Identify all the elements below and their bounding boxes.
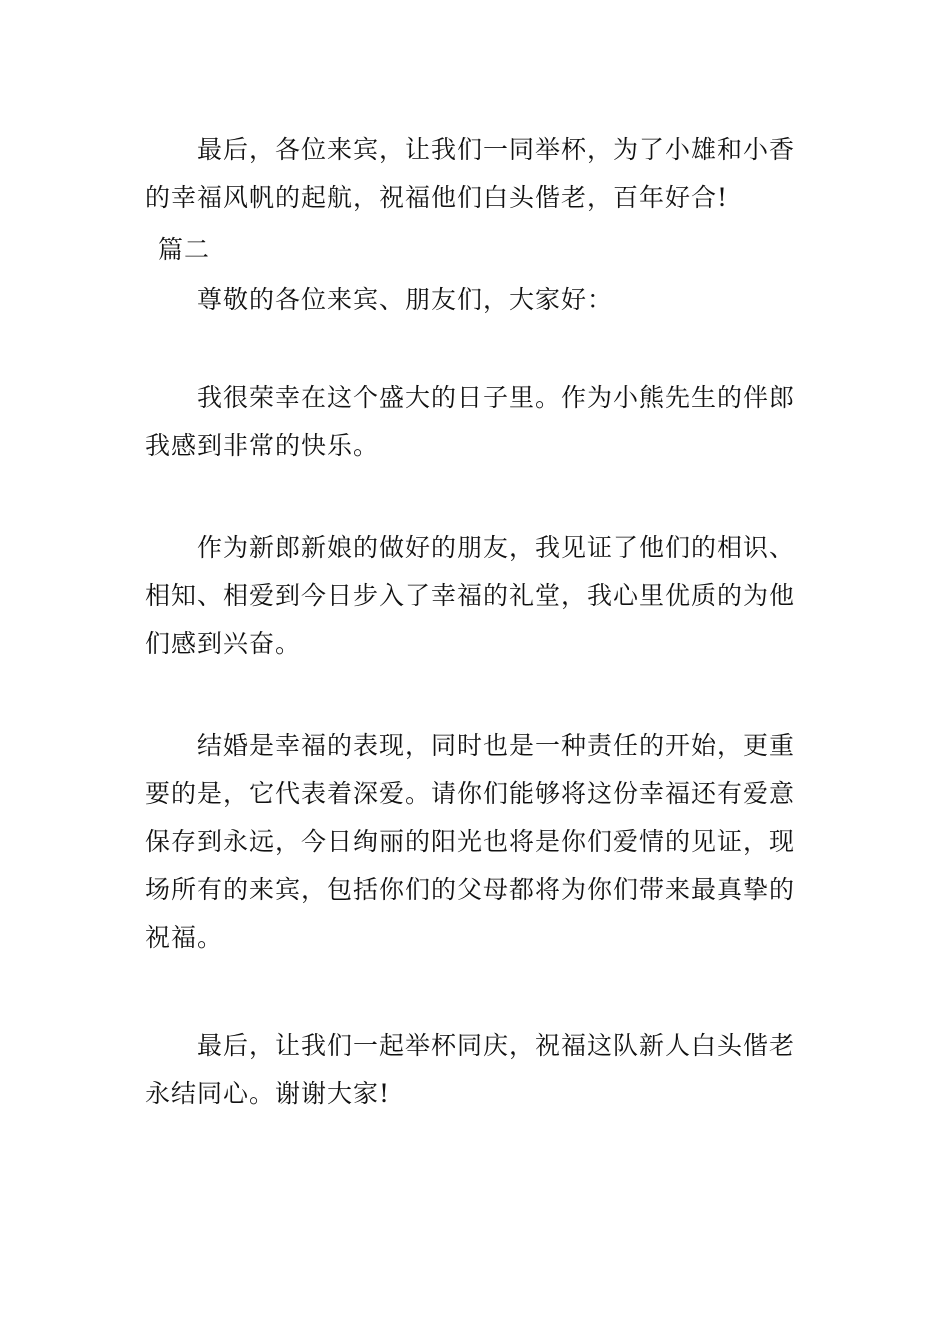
paragraph-introduction: 我很荣幸在这个盛大的日子里。作为小熊先生的伴郎我感到非常的快乐。 [145, 383, 796, 460]
paragraph-closing-toast-2: 最后，让我们一起举杯同庆，祝福这队新人白头偕老永结同心。谢谢大家! [145, 1031, 796, 1108]
paragraph-greeting: 尊敬的各位来宾、朋友们，大家好： [197, 285, 614, 314]
paragraph-marriage: 结婚是幸福的表现，同时也是一种责任的开始，更重要的是，它代表着深爱。请你们能够将这份幸福还有爱意保存到永远，今日绚丽的阳光也将是你们爱情的见证，现场所有的来宾，包括你们的父母都将为你们带来最真挚的祝福。 [145, 731, 796, 952]
paragraph-friendship: 作为新郎新娘的做好的朋友，我见证了他们的相识、相知、相爱到今日步入了幸福的礼堂，我心里优质的为他们感到兴奋。 [145, 533, 796, 658]
section-heading: 篇二 [158, 235, 211, 264]
paragraph-closing-toast-1: 最后，各位来宾，让我们一同举杯，为了小雄和小香的幸福风帆的起航，祝福他们白头偕老，百年好合! [145, 135, 796, 212]
